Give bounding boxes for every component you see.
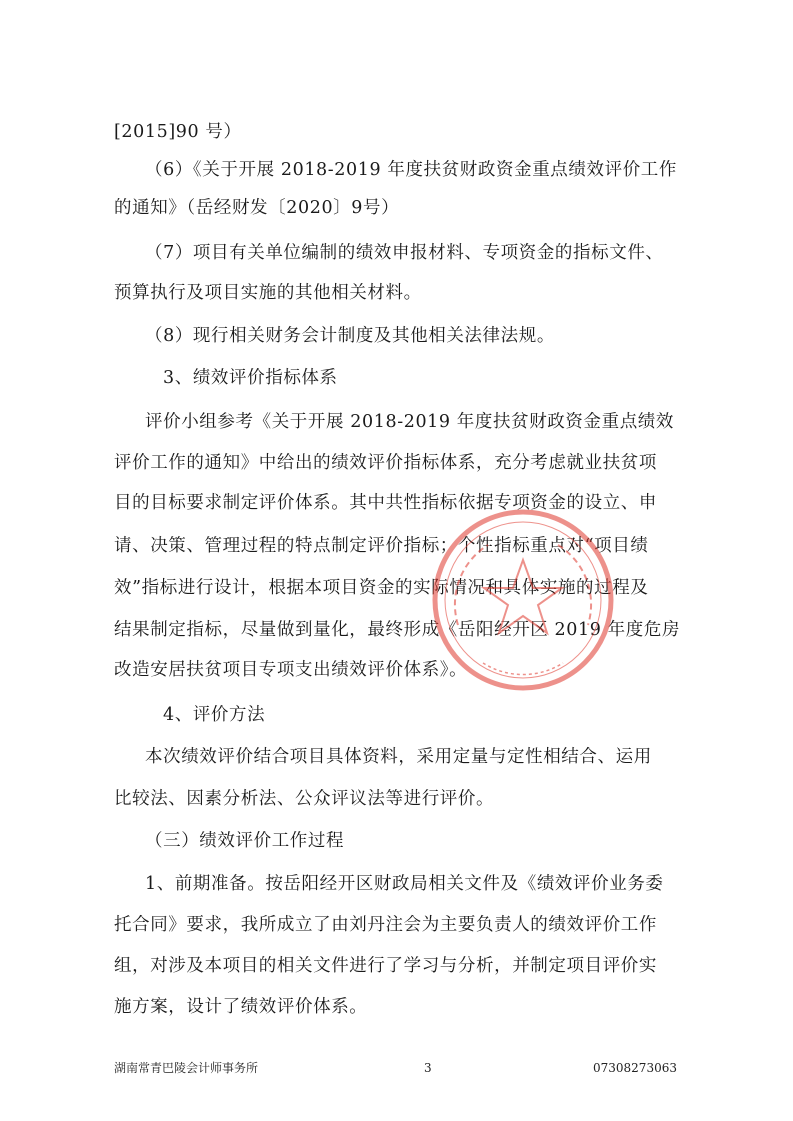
footer-page-number: 3 (424, 1061, 432, 1075)
section-heading: 3、绩效评价指标体系 (163, 368, 338, 388)
text-line: 1、前期准备。按岳阳经开区财政局相关文件及《绩效评价业务委 (145, 874, 664, 894)
text-line: 本次绩效评价结合项目具体资料，采用定量与定性相结合、运用 (145, 747, 652, 767)
text-line: （8）现行相关财务会计制度及其他相关法律法规。 (145, 326, 555, 346)
text-line: 请、决策、管理过程的特点制定评价指标；个性指标重点对“项目绩 (114, 536, 649, 556)
text-line: （7）项目有关单位编制的绩效申报材料、专项资金的指标文件、 (145, 243, 664, 263)
text-line: 比较法、因素分析法、公众评议法等进行评价。 (114, 789, 495, 809)
text-line: 托合同》要求，我所成立了由刘丹注会为主要负责人的绩效评价工作 (114, 915, 657, 935)
text-line: 改造安居扶贫项目专项支出绩效评价体系》。 (114, 660, 468, 680)
text-line: 预算执行及项目实施的其他相关材料。 (114, 283, 422, 303)
text-line: （6）《关于开展 2018-2019 年度扶贫财政资金重点绩效评价工作 (145, 160, 677, 180)
text-line: 组，对涉及本项目的相关文件进行了学习与分析，并制定项目评价实 (114, 956, 657, 976)
text-line: 目的目标要求制定评价体系。其中共性指标依据专项资金的设立、申 (114, 493, 657, 513)
footer-phone: 07308273063 (593, 1061, 677, 1075)
section-heading: （三）绩效评价工作过程 (145, 831, 345, 851)
text-line: 评价工作的通知》中给出的绩效评价指标体系，充分考虑就业扶贫项 (114, 453, 657, 473)
section-heading: 4、评价方法 (163, 705, 266, 725)
text-line: 施方案，设计了绩效评价体系。 (114, 997, 368, 1017)
footer-firm-name: 湖南常青巴陵会计师事务所 (114, 1061, 259, 1075)
text-line: 的通知》（岳经财发〔2020〕9号） (114, 198, 400, 218)
text-line: 结果制定指标，尽量做到量化，最终形成《岳阳经开区 2019 年度危房 (114, 620, 681, 640)
text-line: 评价小组参考《关于开展 2018-2019 年度扶贫财政资金重点绩效 (145, 412, 675, 432)
text-line: 效”指标进行设计，根据本项目资金的实际情况和具体实施的过程及 (114, 578, 649, 598)
text-line: [2015]90 号） (114, 122, 242, 142)
